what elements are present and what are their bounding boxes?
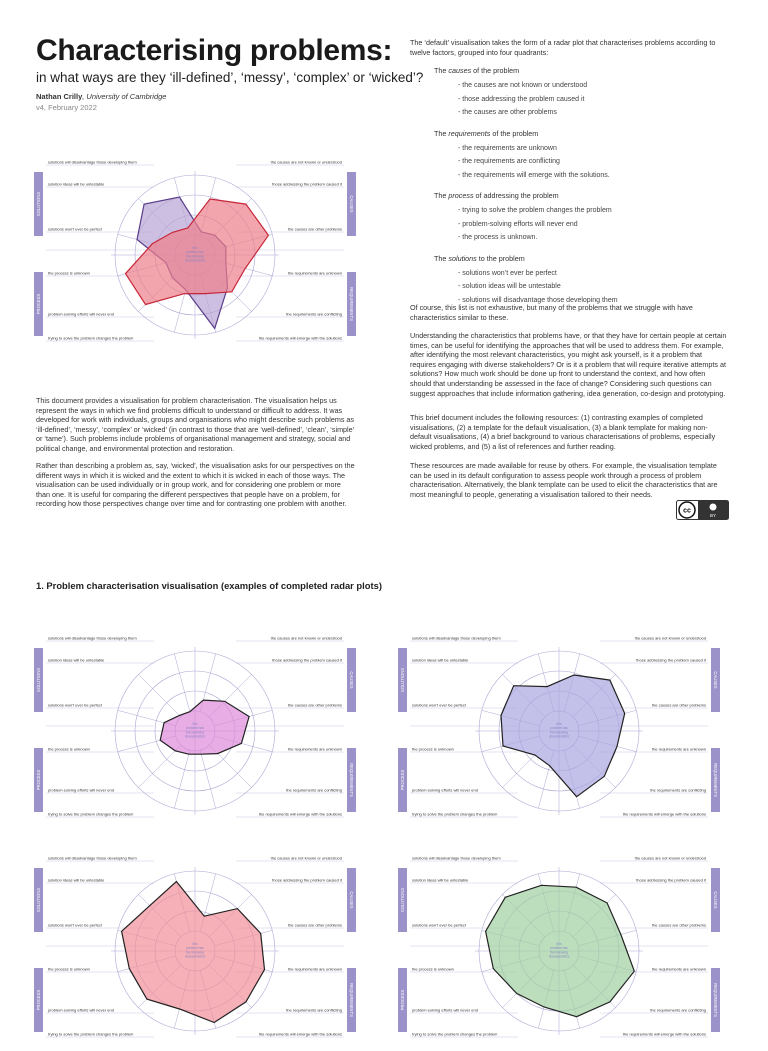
- axis-label: the requirements are conflicting: [650, 1007, 706, 1013]
- axis-label: the causes are other problems: [651, 922, 706, 928]
- radar-plot-pink: [34, 856, 356, 1046]
- body-paragraph: This brief document includes the following resources: (1) contrasting examples of completed visualisations, (2) a template for the default visualisation, (3) a blank template for making non-default visualisations, (4) a brief background to various characterisations of problems, especially wicked problems, and (5) a list of references and further reading.: [410, 413, 716, 451]
- heading-pre: The: [434, 66, 449, 75]
- axis-label: trying to solve the problem changes the problem: [412, 811, 498, 817]
- quadrant-tab-label: REQUIREMENTS: [349, 983, 354, 1017]
- heading-post: of addressing the problem: [473, 191, 559, 200]
- cc-by-text: BY: [709, 513, 717, 518]
- quadrant-solutions: [434, 254, 734, 308]
- quadrant-item: - the process is unknown.: [458, 234, 538, 241]
- axis-label: the causes are other problems: [287, 922, 342, 928]
- quadrant-tab-label: SOLUTIONS: [36, 887, 41, 913]
- body-paragraph: Rather than describing a problem as, say, ‘wicked’, the visualisation asks for our perspectives on the different ways in which it is wicked and the extent to which it is wicked in each of those ways. The visualisation can be used individually or in group work, and for considering one problem or more than one. It is useful for comparing the different perspectives that people have on a problem, for recording how those perspectives change over time and for contrasting one problem with another.: [36, 461, 355, 509]
- quadrant-tab-label: SOLUTIONS: [400, 667, 405, 693]
- quadrant-tab-label: REQUIREMENTS: [349, 287, 354, 321]
- heading-pre: The: [434, 128, 449, 138]
- axis-label: the requirements are conflicting: [286, 1007, 342, 1013]
- quadrant-tab-label: PROCESS: [36, 769, 41, 791]
- radar-plot-green: [398, 856, 720, 1046]
- axis-label: the causes are not known or understood: [634, 856, 706, 861]
- quadrant-heading: [434, 66, 734, 75]
- radar-svg: [398, 636, 720, 826]
- quadrant-tab-label: CAUSES: [713, 891, 718, 909]
- quadrant-item: - trying to solve the problem changes the problem: [458, 207, 612, 214]
- radar-center-text: problem has: [550, 946, 568, 951]
- radar-center-text: the following: [186, 730, 204, 735]
- author-affiliation: , University of Cambridge: [82, 92, 167, 101]
- quadrant-tab-label: CAUSES: [349, 195, 354, 213]
- radar-center-text: the following: [550, 730, 568, 735]
- radar-center-text: problem has: [186, 726, 204, 731]
- heading-emphasis: process: [448, 191, 474, 200]
- axis-label: the process is unknown: [412, 966, 454, 972]
- axis-label: the requirements will emerge with the solutions: [258, 811, 342, 817]
- axis-label: the process is unknown: [48, 966, 90, 972]
- quadrant-item: - solution ideas will be untestable: [458, 283, 561, 290]
- axis-label: trying to solve the problem changes the problem: [412, 1031, 498, 1037]
- quadrant-list: [434, 66, 734, 307]
- axis-label: the requirements are unknown: [287, 270, 342, 276]
- axis-label: solution ideas will be untestable: [48, 877, 105, 883]
- quadrant-tab-label: PROCESS: [36, 293, 41, 315]
- axis-label: the process is unknown: [48, 746, 90, 752]
- cc-license-icon: [676, 500, 729, 520]
- axis-label: the requirements will emerge with the solutions: [258, 335, 342, 341]
- axis-label: trying to solve the problem changes the problem: [48, 811, 134, 817]
- radar-center-text: this: [192, 722, 198, 726]
- radar-plot-magenta: [34, 636, 356, 826]
- radar-center-text: characteristics: [548, 954, 570, 959]
- axis-label: the process is unknown: [48, 270, 90, 276]
- axis-label: solutions will disadvantage those developing them: [48, 160, 137, 165]
- quadrant-tab-label: SOLUTIONS: [36, 191, 41, 217]
- quadrant-item: - the requirements will emerge with the solutions.: [458, 171, 610, 179]
- axis-label: the requirements are conflicting: [650, 787, 706, 793]
- axis-label: the causes are other problems: [651, 702, 706, 708]
- axis-label: solutions will disadvantage those developing them: [48, 636, 137, 641]
- axis-label: trying to solve the problem changes the problem: [48, 1031, 134, 1037]
- quadrant-heading: [434, 254, 734, 263]
- radar-center-text: this: [192, 942, 198, 946]
- axis-label: those addressing the problem caused it: [272, 877, 342, 883]
- heading-emphasis: solutions: [448, 253, 477, 263]
- axis-label: problem-solving efforts will never end: [48, 787, 114, 793]
- axis-label: the causes are not known or understood: [634, 636, 706, 641]
- heading-post: of the problem: [490, 128, 539, 138]
- version-label: v4, February 2022: [36, 103, 97, 112]
- quadrant-item: - the causes are other problems: [458, 109, 557, 116]
- axis-label: those addressing the problem caused it: [272, 657, 342, 663]
- radar-plot-lavender: [398, 636, 720, 826]
- radar-spoke: [174, 654, 190, 712]
- axis-label: solutions won't ever be perfect: [412, 922, 466, 928]
- author-name: Nathan Crilly: [36, 92, 83, 101]
- quadrant-tab-label: REQUIREMENTS: [713, 983, 718, 1017]
- quadrant-requirements: [434, 129, 734, 183]
- axis-label: the requirements are unknown: [287, 746, 342, 752]
- quadrant-item: - the requirements are conflicting: [458, 158, 560, 165]
- axis-label: problem-solving efforts will never end: [48, 1007, 114, 1013]
- radar-center-text: the following: [186, 950, 204, 955]
- axis-label: the requirements will emerge with the solutions: [258, 1031, 342, 1037]
- axis-label: those addressing the problem caused it: [636, 877, 706, 883]
- axis-label: the causes are not known or understood: [270, 636, 342, 641]
- heading-post: to the problem: [476, 253, 525, 263]
- axis-label: solution ideas will be untestable: [48, 181, 105, 187]
- axis-label: problem-solving efforts will never end: [412, 787, 478, 793]
- page-subtitle: in what ways are they ‘ill-defined’, ‘messy’, ‘complex’ or ‘wicked’?: [36, 70, 424, 85]
- radar-center-text: problem has: [550, 726, 568, 731]
- axis-label: the requirements are unknown: [651, 966, 706, 972]
- body-paragraph: Understanding the characteristics that problems have, or that they have for certain people at certain times, can be useful for identifying the approaches that will be used to address them. For example, after identifying the most relevant characteristics, you might ask yourself, is it a problem that requires engaging with diverse stakeholders? Or is it a problem that will require iterative attempts at solutions? How much work should be done up front to understand the context, and how often should that understanding be assessed in the face of change? Considering such questions can suggest approaches that include information gathering, idea generation, co-design and prototyping.: [410, 331, 727, 398]
- axis-label: solutions won't ever be perfect: [48, 922, 102, 928]
- quadrant-tab-label: PROCESS: [36, 989, 41, 1011]
- quadrant-heading: [434, 191, 734, 200]
- axis-label: solutions will disadvantage those developing them: [412, 636, 501, 641]
- quadrant-tab-label: SOLUTIONS: [400, 887, 405, 913]
- quadrant-item: - those addressing the problem caused it: [458, 95, 585, 103]
- heading-emphasis: requirements: [448, 128, 491, 138]
- intro-paragraph: The ‘default’ visualisation takes the form of a radar plot that characterises problems according to twelve factors, grouped into four quadrants:: [410, 38, 716, 57]
- body-paragraph: Of course, this list is not exhaustive, but many of the problems that we struggle with have characteristics similar to these.: [410, 303, 693, 322]
- quadrant-tab-label: REQUIREMENTS: [349, 763, 354, 797]
- axis-label: the causes are not known or understood: [270, 856, 342, 861]
- quadrant-tab-label: CAUSES: [713, 671, 718, 689]
- cc-text: cc: [683, 507, 691, 515]
- quadrant-item: - problem-solving efforts will never end: [458, 220, 578, 228]
- radar-svg: [34, 636, 356, 826]
- body-paragraph: This document provides a visualisation for problem characterisation. The visualisation helps us represent the ways in which we find problems difficult to understand or difficult to address. It was developed for work with individuals, groups and organisations who might describe such problems as ‘ill-defined’, ‘messy’, ‘complex’ or ‘wicked’ (in contrast to those that are ‘well-defined’, ‘clean’, ‘simple’ or ‘tame’). Such problems include problems of organisational management and strategy, social and political change, and environmental protection and restoration.: [36, 396, 355, 453]
- quadrant-causes: [434, 66, 734, 120]
- axis-label: solutions won't ever be perfect: [48, 226, 102, 232]
- quadrant-tab-label: PROCESS: [400, 769, 405, 791]
- radar-center-text: characteristics: [184, 258, 206, 263]
- axis-label: the causes are other problems: [287, 702, 342, 708]
- heading-pre: The: [434, 191, 449, 200]
- quadrant-item: - solutions will disadvantage those developing them: [458, 296, 618, 304]
- axis-label: solution ideas will be untestable: [412, 877, 469, 883]
- radar-center-text: characteristics: [184, 954, 206, 959]
- axis-label: the requirements are unknown: [287, 966, 342, 972]
- heading-post: of the problem: [471, 66, 520, 75]
- radar-series-magenta: [160, 700, 249, 754]
- axis-label: those addressing the problem caused it: [272, 181, 342, 187]
- radar-svg: [398, 856, 720, 1046]
- radar-spoke: [200, 750, 216, 808]
- quadrant-tab-label: REQUIREMENTS: [713, 763, 718, 797]
- radar-center-text: the following: [186, 254, 204, 259]
- axis-label: problem-solving efforts will never end: [412, 1007, 478, 1013]
- radar-center-text: this: [192, 246, 198, 250]
- quadrant-item: - the requirements are unknown: [458, 144, 557, 152]
- axis-label: solution ideas will be untestable: [412, 657, 469, 663]
- quadrant-tab-label: SOLUTIONS: [36, 667, 41, 693]
- quadrant-tab-label: PROCESS: [400, 989, 405, 1011]
- radar-plot-overlay: [34, 160, 356, 350]
- axis-label: solutions won't ever be perfect: [412, 702, 466, 708]
- axis-label: the requirements will emerge with the solutions: [622, 1031, 706, 1037]
- section-heading: 1. Problem characterisation visualisation (examples of completed radar plots): [36, 580, 382, 591]
- radar-spoke: [174, 750, 190, 808]
- radar-svg: [34, 856, 356, 1046]
- axis-label: the requirements are conflicting: [286, 787, 342, 793]
- radar-center-text: problem has: [186, 250, 204, 255]
- radar-spoke: [138, 674, 180, 716]
- radar-center-text: this: [556, 942, 562, 946]
- axis-label: the requirements are conflicting: [286, 311, 342, 317]
- quadrant-item: - solutions won’t ever be perfect: [458, 269, 557, 277]
- axis-label: solution ideas will be untestable: [48, 657, 105, 663]
- quadrant-heading: [434, 129, 734, 138]
- axis-label: solutions will disadvantage those developing them: [48, 856, 137, 861]
- quadrant-tab-label: CAUSES: [349, 671, 354, 689]
- heading-pre: The: [434, 253, 449, 263]
- radar-center-text: characteristics: [548, 734, 570, 739]
- axis-label: the causes are other problems: [287, 226, 342, 232]
- radar-center-text: characteristics: [184, 734, 206, 739]
- axis-label: the process is unknown: [412, 746, 454, 752]
- radar-center-text: problem has: [186, 946, 204, 951]
- quadrant-item: - the causes are not known or understood: [458, 82, 588, 89]
- body-paragraph: These resources are made available for reuse by others. For example, the visualisation template can be used in its default configuration to assess people work through a process of problem characterisation. Alternatively, the blank template can be used to elicit the characteristics that are most meaningful to people, generating a visualisation tailored to their needs.: [410, 461, 718, 499]
- axis-label: solutions won't ever be perfect: [48, 702, 102, 708]
- byline: [36, 92, 166, 101]
- page-title: Characterising problems:: [36, 34, 393, 67]
- axis-label: the causes are not known or understood: [270, 160, 342, 165]
- axis-label: the requirements will emerge with the solutions: [622, 811, 706, 817]
- axis-label: those addressing the problem caused it: [636, 657, 706, 663]
- quadrant-process: [434, 191, 734, 245]
- heading-emphasis: causes: [448, 66, 472, 75]
- radar-center-text: this: [556, 722, 562, 726]
- radar-center-text: the following: [550, 950, 568, 955]
- axis-label: trying to solve the problem changes the problem: [48, 335, 134, 341]
- quadrant-tab-label: CAUSES: [349, 891, 354, 909]
- axis-label: solutions will disadvantage those developing them: [412, 856, 501, 861]
- radar-spoke: [138, 745, 180, 787]
- axis-label: the requirements are unknown: [651, 746, 706, 752]
- radar-svg: [34, 160, 356, 350]
- axis-label: problem-solving efforts will never end: [48, 311, 114, 317]
